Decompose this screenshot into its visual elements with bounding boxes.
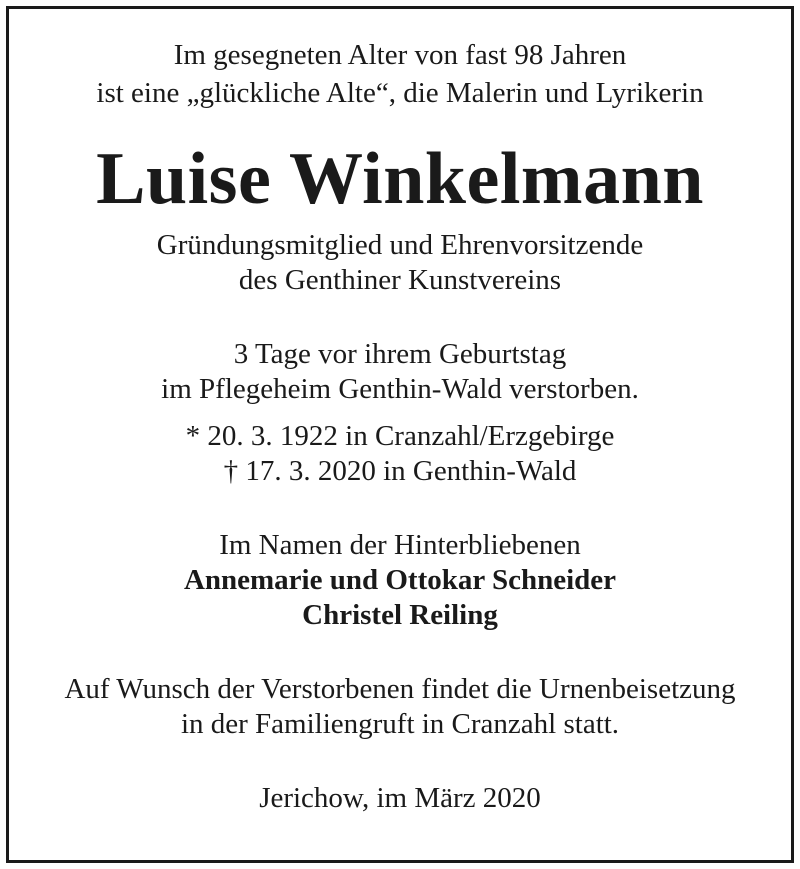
funeral-line-1: Auf Wunsch der Verstorbenen findet die Urnenbeisetzung [64,673,736,705]
intro-line-2: ist eine „glückliche Alte“, die Malerin und Lyrikerin [96,77,704,109]
intro-line-1: Im gesegneten Alter von fast 98 Jahren [173,39,627,71]
mourner-name: Annemarie und Ottokar Schneider [183,564,617,596]
death-date: † 17. 3. 2020 in Genthin-Wald [223,455,577,487]
mourner-name: Christel Reiling [302,599,498,631]
funeral-line-2: in der Familiengruft in Cranzahl statt. [180,708,620,740]
death-note-line-2: im Pflegeheim Genthin-Wald verstorben. [161,373,639,405]
death-note-line-1: 3 Tage vor ihrem Geburtstag [233,338,567,370]
role-line-2: des Genthiner Kunstvereins [238,264,562,296]
deceased-name: Luise Winkelmann [96,138,704,220]
mourners-intro: Im Namen der Hinterbliebenen [219,529,581,561]
closing-place-date: Jerichow, im März 2020 [259,782,541,814]
birth-date: * 20. 3. 1922 in Cranzahl/Erzgebirge [185,420,615,452]
role-line-1: Gründungsmitglied und Ehrenvorsitzende [156,229,644,261]
